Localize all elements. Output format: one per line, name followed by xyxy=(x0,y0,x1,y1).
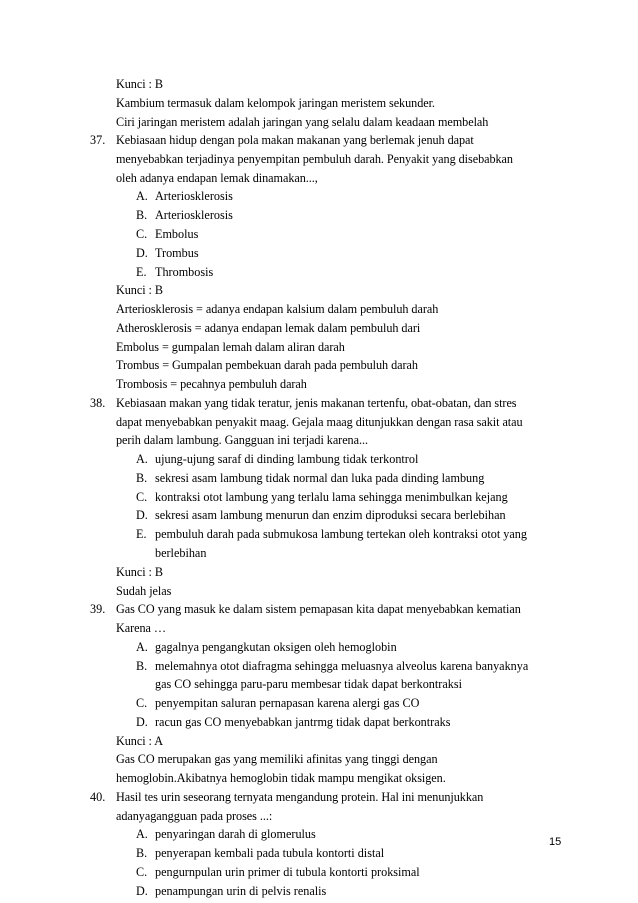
option-text: Trombus xyxy=(155,246,199,260)
option-text: kontraksi otot lambung yang terlalu lama sehingga menimbulkan kejang xyxy=(155,490,508,504)
option-text: racun gas CO menyebabkan jantrmg tidak dapat berkontraks xyxy=(155,715,451,729)
option-text: penampungan urin di pelvis renalis xyxy=(155,884,327,898)
option-text: melemahnya otot diafragma sehingga meluasnya alveolus karena banyaknya xyxy=(155,659,529,673)
option-letter: C. xyxy=(136,865,148,879)
question-text: Kebiasaan hidup dengan pola makan makanan yang berlemak jenuh dapat xyxy=(116,133,474,147)
explanation-line: Trombus = Gumpalan pembekuan darah pada pembuluh darah xyxy=(116,358,418,372)
question-text: oleh adanya endapan lemak dinamakan..., xyxy=(116,171,318,185)
option-text: Embolus xyxy=(155,227,199,241)
option-text-continued: gas CO sehingga paru-paru membesar tidak dapat berkontraksi xyxy=(155,677,462,691)
explanation-line: Embolus = gumpalan lemah dalam aliran darah xyxy=(116,340,345,354)
question-text: Hasil tes urin seseorang ternyata mengandung protein. Hal ini menunjukkan xyxy=(116,790,484,804)
option-letter: B. xyxy=(136,846,148,860)
page-number: 15 xyxy=(549,836,562,848)
question-text: Karena … xyxy=(116,621,167,635)
option-letter: D. xyxy=(136,508,148,522)
answer-key-38: Kunci : B xyxy=(116,565,163,579)
option-letter: B. xyxy=(136,659,148,673)
question-number-38: 38. xyxy=(90,396,106,410)
explanation-line: Ciri jaringan meristem adalah jaringan yang selalu dalam keadaan membelah xyxy=(116,115,489,129)
option-text-continued: berlebihan xyxy=(155,546,207,560)
option-text: pengurnpulan urin primer di tubula kontorti proksimal xyxy=(155,865,420,879)
answer-key-39: Kunci : A xyxy=(116,734,163,748)
explanation-line: Atherosklerosis = adanya endapan lemak dalam pembuluh dari xyxy=(116,321,421,335)
option-letter: D. xyxy=(136,884,148,898)
option-letter: D. xyxy=(136,246,148,260)
question-number-40: 40. xyxy=(90,790,106,804)
explanation-line: Sudah jelas xyxy=(116,584,172,598)
explanation-line: hemoglobin.Akibatnya hemoglobin tidak mampu mengikat oksigen. xyxy=(116,771,446,785)
option-text: Thrombosis xyxy=(155,265,214,279)
option-letter: C. xyxy=(136,227,148,241)
option-letter: A. xyxy=(136,452,148,466)
explanation-line: Arteriosklerosis = adanya endapan kalsium dalam pembuluh darah xyxy=(116,302,439,316)
option-text: pembuluh darah pada submukosa lambung tertekan oleh kontraksi otot yang xyxy=(155,527,527,541)
answer-key-36: Kunci : B xyxy=(116,77,163,91)
option-letter: B. xyxy=(136,471,148,485)
explanation-line: Gas CO merupakan gas yang memiliki afinitas yang tinggi dengan xyxy=(116,752,438,766)
question-number-39: 39. xyxy=(90,602,106,616)
answer-key-37: Kunci : B xyxy=(116,283,163,297)
question-number-37: 37. xyxy=(90,133,106,147)
question-text: Gas CO yang masuk ke dalam sistem pemapasan kita dapat menyebabkan kematian xyxy=(116,602,521,616)
option-letter: A. xyxy=(136,827,148,841)
option-text: penyempitan saluran pernapasan karena alergi gas CO xyxy=(155,696,420,710)
option-text: sekresi asam lambung tidak normal dan luka pada dinding lambung xyxy=(155,471,485,485)
question-text: adanyagangguan pada proses ...: xyxy=(116,809,273,823)
option-letter: D. xyxy=(136,715,148,729)
option-letter: A. xyxy=(136,640,148,654)
question-text: perih dalam lambung. Gangguan ini terjadi karena... xyxy=(116,433,368,447)
option-letter: E. xyxy=(136,265,147,279)
explanation-line: Kambium termasuk dalam kelompok jaringan meristem sekunder. xyxy=(116,96,435,110)
question-text: dapat menyebabkan penyakit maag. Gejala maag ditunjukkan dengan rasa sakit atau xyxy=(116,415,523,429)
option-text: sekresi asam lambung menurun dan enzim diproduksi secara berlebihan xyxy=(155,508,506,522)
explanation-line: Trombosis = pecahnya pembuluh darah xyxy=(116,377,307,391)
option-letter: B. xyxy=(136,208,148,222)
question-text: menyebabkan terjadinya penyempitan pembuluh darah. Penyakit yang disebabkan xyxy=(116,152,513,166)
option-letter: C. xyxy=(136,490,148,504)
option-text: ujung-ujung saraf di dinding lambung tidak terkontrol xyxy=(155,452,419,466)
option-letter: E. xyxy=(136,527,147,541)
option-text: penyerapan kembali pada tubula kontorti distal xyxy=(155,846,385,860)
option-text: penyaringan darah di glomerulus xyxy=(155,827,316,841)
option-letter: C. xyxy=(136,696,148,710)
option-text: Arteriosklerosis xyxy=(155,189,233,203)
option-text: Arteriosklerosis xyxy=(155,208,233,222)
option-letter: A. xyxy=(136,189,148,203)
option-text: gagalnya pengangkutan oksigen oleh hemoglobin xyxy=(155,640,397,654)
question-text: Kebiasaan makan yang tidak teratur, jenis makanan tertenfu, obat-obatan, dan stres xyxy=(116,396,517,410)
